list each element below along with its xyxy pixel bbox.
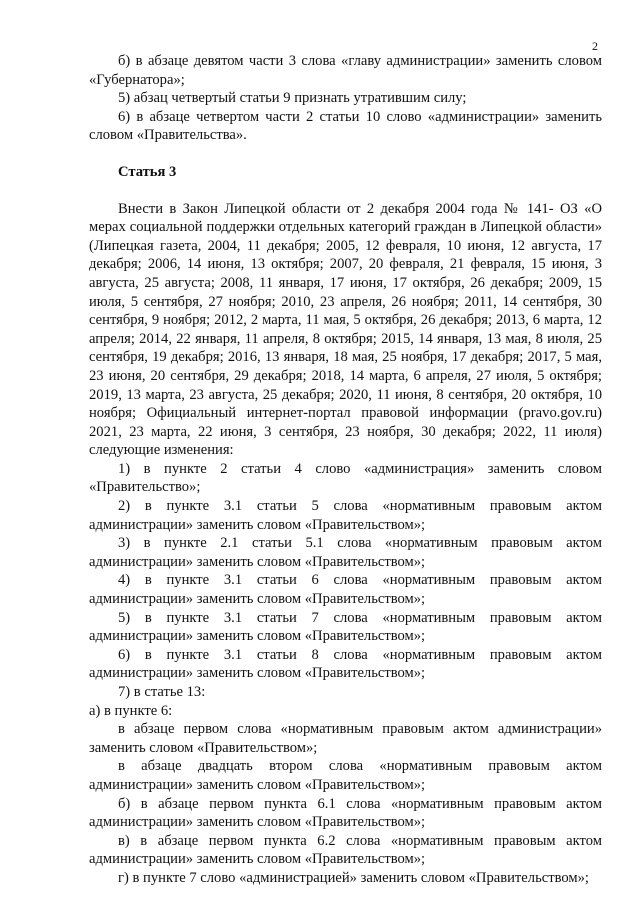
page-number: 2 xyxy=(592,39,598,53)
amendment-item: 5) абзац четвертый статьи 9 признать утратившим силу; xyxy=(118,90,467,107)
document-body xyxy=(89,52,602,888)
sub-change-item: в абзаце двадцать втором слова «нормативным правовым актом администрации» заменить словом «Правительством»; xyxy=(89,758,602,793)
change-item: 6) в пункте 3.1 статьи 8 слова «нормативным правовым актом администрации» заменить словом «Правительством»; xyxy=(89,646,602,682)
article-intro-paragraph: Внести в Закон Липецкой области от 2 декабря 2004 года № 141- ОЗ «О мерах социальной поддержки отдельных категорий граждан в Липецкой области» (Липецкая газета, 2004, 11 декабря; 2005, 12 февраля, 10 июня, 12 августа, 17 декабря; 2006, 14 июня, 13 октября; 2007, 20 февраля, 21 февраля, 15 июня, 3 августа, 25 августа; 2008, 11 января, 17 июня, 17 октября, 26 декабря; 2009, 15 июля, 5 сентября, 27 ноября; 2010, 23 апреля, 26 ноября; 2011, 14 сентября, 30 сентября, 9 ноября; 2012, 2 марта, 11 мая, 5 октября, 26 декабря; 2013, 6 марта, 12 апреля; 2014, 22 января, 11 апреля, 8 октября; 2015, 14 января, 13 мая, 8 июля, 25 сентября, 19 декабря; 2016, 13 января, 18 мая, 25 ноября, 17 декабря; 2017, 5 мая, 23 июня, 20 сентября, 29 декабря; 2018, 14 марта, 6 апреля, 27 июля, 5 октября; 2019, 13 марта, 23 августа, 25 декабря; 2020, 11 июня, 8 сентября, 20 октября, 10 ноября; Официальный интернет-портал правовой информации (pravo.gov.ru) 2021, 23 марта, 22 июня, 3 сентября, 23 ноября, 30 декабря; 2022, 11 июля) следующие изменения: xyxy=(89,200,602,459)
sub-change-item: б) в абзаце первом пункта 6.1 слова «нормативным правовым актом администрации» заменить словом «Правительством»; xyxy=(89,795,602,831)
sub-point-heading: а) в пункте 6: xyxy=(89,702,173,719)
change-item: 3) в пункте 2.1 статьи 5.1 слова «нормативным правовым актом администрации» заменить словом «Правительством»; xyxy=(89,535,602,570)
change-item: 2) в пункте 3.1 статьи 5 слова «нормативным правовым актом администрации» заменить словом «Правительством»; xyxy=(89,498,602,533)
amendment-item: 6) в абзаце четвертом части 2 статьи 10 слово «администрации» заменить словом «Правительства». xyxy=(89,108,602,144)
sub-change-item: г) в пункте 7 слово «администрацией» заменить словом «Правительством»; xyxy=(118,869,589,886)
sub-change-item: в абзаце первом слова «нормативным правовым актом администрации» заменить словом «Правительством»; xyxy=(89,721,602,756)
sub-change-item: в) в абзаце первом пункта 6.2 слова «нормативным правовым актом администрации» заменить словом «Правительством»; xyxy=(89,832,602,868)
change-item: 5) в пункте 3.1 статьи 7 слова «нормативным правовым актом администрации» заменить словом «Правительством»; xyxy=(89,609,602,645)
change-item: 1) в пункте 2 статьи 4 слово «администрация» заменить словом «Правительство»; xyxy=(89,460,602,496)
change-item: 4) в пункте 3.1 статьи 6 слова «нормативным правовым актом администрации» заменить словом «Правительством»; xyxy=(89,572,602,608)
change-item: 7) в статье 13: xyxy=(118,684,206,700)
amendment-item: б) в абзаце девятом части 3 слова «главу администрации» заменить словом «Губернатора»; xyxy=(89,53,602,88)
article-heading: Статья 3 xyxy=(118,163,177,180)
